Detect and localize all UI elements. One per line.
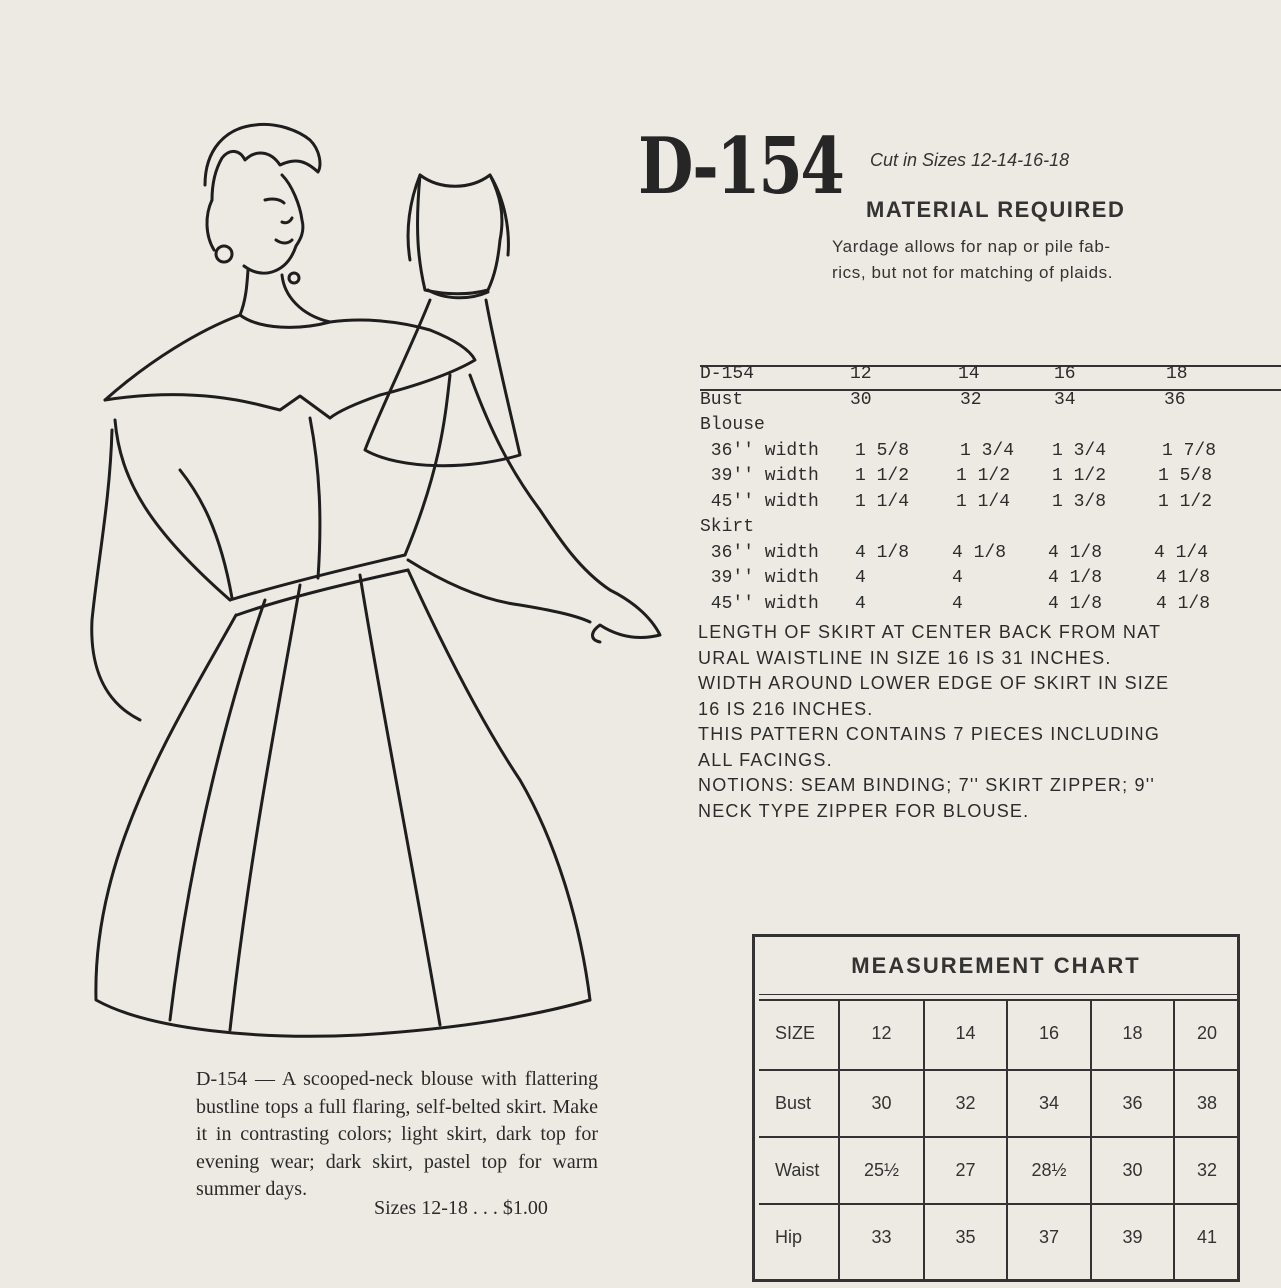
pattern-notes — [698, 620, 1281, 824]
table-cell: 34 — [1054, 390, 1076, 410]
row-label: 45'' width — [700, 594, 819, 614]
measurement-cell: 18 — [1122, 1023, 1143, 1043]
measurement-cell: 12 — [871, 1023, 892, 1043]
measurement-cell: 16 — [1038, 1023, 1060, 1043]
measurement-cell: 25½ — [863, 1160, 900, 1180]
table-row — [700, 543, 1280, 569]
note-line: LENGTH OF SKIRT AT CENTER BACK FROM NAT — [698, 622, 1162, 642]
measurement-cell: 30 — [1122, 1160, 1143, 1180]
note-line: THIS PATTERN CONTAINS 7 PIECES INCLUDING — [698, 724, 1161, 744]
table-cell: 1 1/2 — [1158, 492, 1213, 512]
material-heading: MATERIAL REQUIRED — [866, 197, 1126, 222]
table-row — [700, 568, 1280, 594]
table-row — [700, 492, 1280, 518]
note-line: URAL WAISTLINE IN SIZE 16 IS 31 INCHES. — [698, 647, 1112, 668]
table-cell: 1 7/8 — [1162, 441, 1217, 461]
measurement-cell: 32 — [1196, 1160, 1218, 1180]
row-label: 39'' width — [700, 568, 819, 588]
table-cell: 4 1/8 — [1048, 594, 1103, 614]
measurement-chart — [752, 934, 1240, 1282]
note-line: ALL FACINGS. — [698, 749, 833, 770]
measurement-cell: 20 — [1196, 1023, 1218, 1043]
table-cell: 1 1/4 — [956, 492, 1011, 512]
table-cell: 4 — [952, 568, 963, 588]
table-cell: 4 1/8 — [1048, 543, 1103, 563]
row-label: 36'' width — [700, 441, 819, 461]
row-label: Bust — [700, 390, 744, 410]
section-label: Skirt — [700, 517, 755, 537]
table-row — [700, 594, 1280, 620]
size-header: 16 — [1054, 364, 1076, 384]
price-line: Sizes 12-18 . . . $1.00 — [374, 1197, 548, 1219]
measurement-cell: 32 — [955, 1093, 976, 1113]
note-line: NECK TYPE ZIPPER FOR BLOUSE. — [698, 800, 1030, 821]
table-cell: 4 1/8 — [952, 543, 1007, 563]
pattern-description: D-154 — A scooped-neck blouse with flattering bustline tops a full flaring, self-belted skirt. Make it in contrasting colors; light skirt, dark top for evening wear; dark skirt, pastel top for warm summer days. — [196, 1068, 598, 1200]
measurement-row-label: Bust — [775, 1093, 812, 1113]
measurement-cell: 35 — [955, 1227, 976, 1247]
table-cell: 30 — [850, 390, 872, 410]
measurement-row-label: SIZE — [775, 1023, 816, 1043]
yardage-note-line: Yardage allows for nap or pile fab- — [832, 237, 1111, 256]
measurement-cell: 38 — [1196, 1093, 1218, 1113]
row-label: 36'' width — [700, 543, 819, 563]
pattern-code: D-154 — [638, 121, 843, 212]
measurement-cell: 36 — [1122, 1093, 1143, 1113]
table-row — [700, 441, 1280, 467]
table-cell: 36 — [1164, 390, 1186, 410]
measurement-cell: 28½ — [1031, 1160, 1067, 1180]
table-cell: 1 1/2 — [956, 466, 1011, 486]
table-cell: 4 — [855, 594, 866, 614]
measurement-cell: 41 — [1196, 1227, 1218, 1247]
measurement-cell: 34 — [1038, 1093, 1060, 1113]
yardage-note — [832, 234, 1192, 286]
table-row — [700, 466, 1280, 492]
row-label: 39'' width — [700, 466, 819, 486]
measurement-cell: 37 — [1038, 1227, 1060, 1247]
dress-illustration — [0, 0, 700, 1060]
table-cell: 32 — [960, 390, 982, 410]
section-row — [700, 517, 1280, 543]
measurement-cell: 27 — [955, 1160, 976, 1180]
table-header-label: D-154 — [700, 364, 755, 384]
measurement-row-label: Waist — [775, 1160, 820, 1180]
table-cell: 1 1/4 — [855, 492, 910, 512]
table-row — [700, 390, 1280, 416]
cut-sizes: Cut in Sizes 12-14-16-18 — [870, 150, 1070, 170]
table-cell: 1 3/4 — [960, 441, 1015, 461]
note-line: 16 IS 216 INCHES. — [698, 698, 874, 719]
table-cell: 1 1/2 — [855, 466, 910, 486]
row-label: 45'' width — [700, 492, 819, 512]
table-cell: 1 5/8 — [855, 441, 910, 461]
yardage-note-line: rics, but not for matching of plaids. — [832, 263, 1114, 282]
measurement-cell: 30 — [871, 1093, 892, 1113]
note-line: NOTIONS: SEAM BINDING; 7'' SKIRT ZIPPER; 9'' — [698, 775, 1155, 795]
measurement-cell: 39 — [1122, 1227, 1143, 1247]
table-cell: 4 1/8 — [1048, 568, 1103, 588]
table-cell: 4 1/8 — [1156, 568, 1211, 588]
table-cell: 4 — [855, 568, 866, 588]
table-cell: 1 1/2 — [1052, 466, 1107, 486]
measurement-cell: 33 — [871, 1227, 892, 1247]
size-header: 12 — [850, 364, 872, 384]
table-cell: 1 5/8 — [1158, 466, 1213, 486]
table-cell: 4 1/8 — [1156, 594, 1211, 614]
note-line: WIDTH AROUND LOWER EDGE OF SKIRT IN SIZE — [698, 673, 1170, 693]
table-cell: 4 — [952, 594, 963, 614]
section-row — [700, 415, 1280, 441]
measurement-chart-title: MEASUREMENT CHART — [851, 953, 1141, 978]
measurement-cell: 14 — [955, 1023, 976, 1043]
section-label: Blouse — [700, 415, 765, 435]
table-cell: 4 1/4 — [1154, 543, 1209, 563]
table-cell: 1 3/4 — [1052, 441, 1107, 461]
table-cell: 1 3/8 — [1052, 492, 1107, 512]
size-header: 14 — [958, 364, 980, 384]
size-header: 18 — [1166, 364, 1188, 384]
table-cell: 4 1/8 — [855, 543, 910, 563]
measurement-row-label: Hip — [775, 1227, 803, 1247]
table-header-row — [700, 364, 1280, 390]
